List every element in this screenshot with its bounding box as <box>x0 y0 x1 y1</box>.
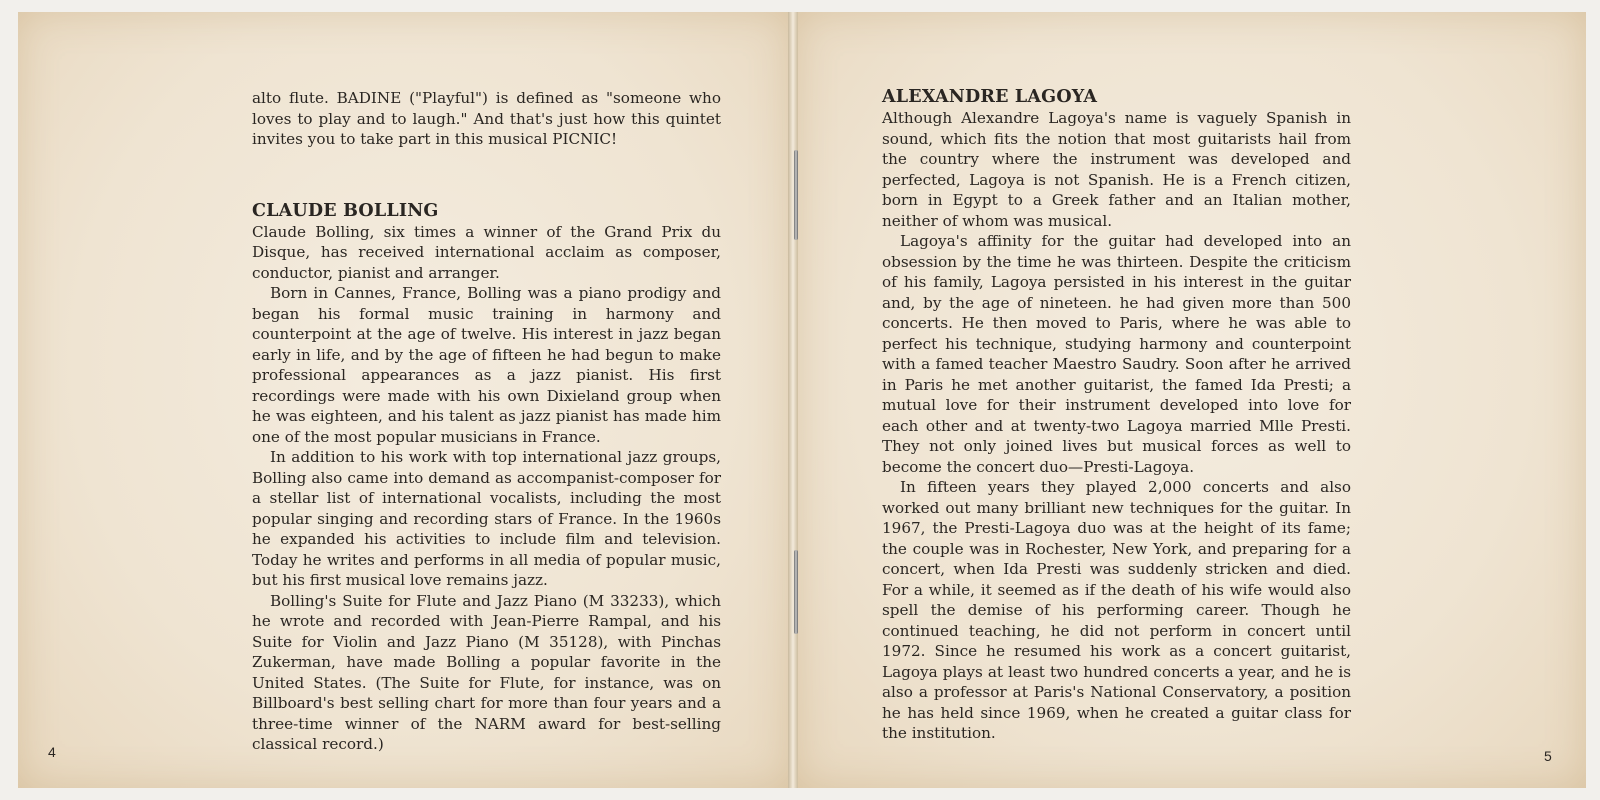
lagoya-heading: ALEXANDRE LAGOYA <box>882 87 1098 107</box>
bolling-heading: CLAUDE BOLLING <box>252 200 439 221</box>
bolling-paragraph: Claude Bolling, six times a winner of the Grand Prix du Disque, has received international acclaim as composer, conductor, pianist and arranger. <box>252 222 721 282</box>
booklet-gutter <box>788 12 798 788</box>
bottom-staple <box>794 550 798 634</box>
top-staple <box>794 150 798 240</box>
bolling-paragraph: Born in Cannes, France, Bolling was a piano prodigy and began his formal music training in harmony and counterpoint at the age of twelve. His interest in jazz began early in life, and by the age of fifteen he had begun to make professional appearances as a jazz pianist. His first recordings were made with his own Dixieland group when he was eighteen, and his talent as jazz pianist has made him one of the most popular musicians in France. <box>252 284 721 446</box>
page-number-right: 5 <box>1544 748 1552 764</box>
left-column <box>252 88 721 755</box>
right-column <box>882 86 1351 744</box>
lagoya-paragraph: In fifteen years they played 2,000 concerts and also worked out many brilliant new techniques for the guitar. In 1967, the Presti-Lagoya duo was at the height of its fame; the couple was in Rochester, New York, and preparing for a concert, when Ida Presti was suddenly stricken and died. For a while, it seemed as if the death of his wife would also spell the demise of his performing career. Though he continued teaching, he did not perform in concert until 1972. Since he resumed his work as a concert guitarist, Lagoya plays at least two hundred concerts a year, and he is also a professor at Paris's National Conservatory, a position he has held since 1969, when he created a guitar class for the institution. <box>882 478 1351 742</box>
bolling-paragraph: Bolling's Suite for Flute and Jazz Piano (M 33233), which he wrote and recorded with Jean-Pierre Rampal, and his Suite for Violin and Jazz Piano (M 35128), with Pinchas Zukerman, have made Bolling a popular favorite in the United States. (The Suite for Flute, for instance, was on Billboard's best selling chart for more than four years and a three-time winner of the NARM award for best-selling classical record.) <box>252 591 721 753</box>
lagoya-paragraph: Lagoya's affinity for the guitar had developed into an obsession by the time he was thirteen. Despite the criticism of his family, Lagoya persisted in his interest in the guitar and, by the age of nineteen. he had given more than 500 concerts. He then moved to Paris, where he was able to perfect his technique, studying harmony and counterpoint with a famed teacher Maestro Saudry. Soon after he arrived in Paris he met another guitarist, the famed Ida Presti; a mutual love for their instrument developed into love for each other and at twenty-two Lagoya married Mlle Presti. They not only joined lives but musical forces as well to become the concert duo—Presti-Lagoya. <box>882 232 1351 476</box>
intro-paragraph: alto flute. BADINE ("Playful") is defined as "someone who loves to play and to laugh." And that's just how this quintet invites you to take part in this musical PICNIC! <box>252 89 721 148</box>
lagoya-paragraph: Although Alexandre Lagoya's name is vaguely Spanish in sound, which fits the notion that most guitarists hail from the country where the instrument was developed and perfected, Lagoya is not Spanish. He is a French citizen, born in Egypt to a Greek father and an Italian mother, neither of whom was musical. <box>882 109 1351 230</box>
bolling-paragraph: In addition to his work with top international jazz groups, Bolling also came into demand as accompanist-composer for a stellar list of international vocalists, including the most popular singing and recording stars of France. In the 1960s he expanded his activities to include film and television. Today he writes and performs in all media of popular music, but his first musical love remains jazz. <box>252 448 721 589</box>
page-number-left: 4 <box>48 744 56 760</box>
